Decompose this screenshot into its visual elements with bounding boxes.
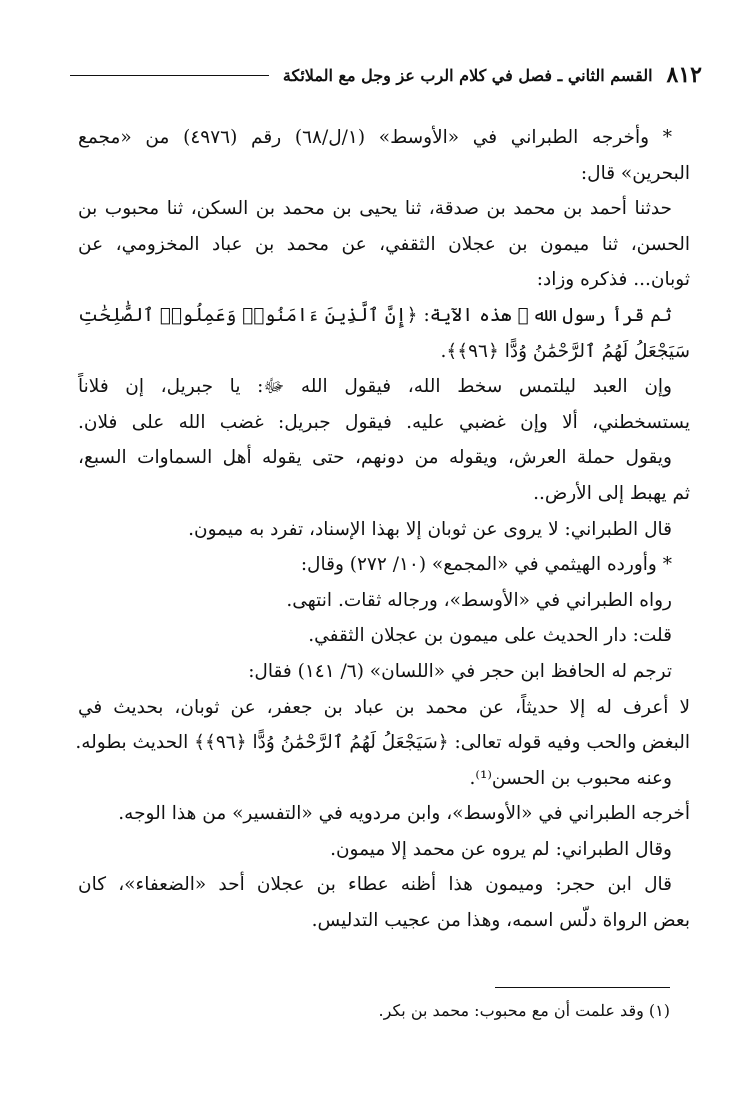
text-line: ثم قرأ رسول الله ﷺ هذه الآية: ﴿إِنَّ ٱلَّذِينَ ءَامَنُوا۟ وَعَمِلُوا۟ ٱلصَّٰلِحَٰتِ: [78, 304, 672, 326]
text-line: وعنه محبوب بن الحسن⁽¹⁾.: [469, 767, 672, 789]
text-line: ويقول حملة العرش، ويقوله من دونهم، حتى يقوله أهل السماوات السبع،: [78, 447, 672, 469]
body-text: [75, 120, 690, 939]
footnote: (١) وقد علمت أن مع محبوب: محمد بن بكر.: [378, 1001, 670, 1020]
text-line: وقال الطبراني: لم يروه عن محمد إلا ميمون.: [330, 838, 672, 860]
running-title: القسم الثاني ـ فصل في كلام الرب عز وجل مع الملائكة: [282, 65, 653, 85]
page-number: ٨١٢: [666, 62, 702, 88]
text-line: * وأورده الهيثمي في «المجمع» (١٠/ ٢٧٢) وقال:: [300, 554, 672, 576]
text-line: يستسخطني، ألا وإن غضبي عليه. فيقول جبريل: غضب الله على فلان.: [78, 411, 690, 433]
footnote-rule: [495, 987, 670, 988]
text-line: البحرين» قال:: [580, 162, 690, 184]
text-line: ثوبان... فذكره وزاد:: [536, 269, 690, 291]
text-line: وإن العبد ليلتمس سخط الله، فيقول الله ﷻ: يا جبريل، إن فلاناً: [78, 376, 672, 398]
text-line: بعض الرواة دلّس اسمه، وهذا من عجيب التدليس.: [311, 910, 690, 932]
text-line: سَيَجْعَلُ لَهُمُ ٱلرَّحْمَٰنُ وُدًّا ﴿٩٦﴾﴾.: [440, 340, 690, 362]
text-line: لا أعرف له إلا حديثاً، عن محمد بن عباد بن جعفر، عن ثوبان، بحديث في: [78, 696, 690, 718]
text-line: حدثنا أحمد بن محمد بن صدقة، ثنا يحيى بن محمد بن السكن، ثنا محبوب بن: [78, 198, 672, 220]
text-line: الحسن، ثنا ميمون بن عجلان الثقفي، عن محمد بن عباد المخزومي، عن: [78, 233, 690, 255]
text-line: ثم يهبط إلى الأرض..: [533, 482, 690, 504]
text-line: أخرجه الطبراني في «الأوسط»، وابن مردويه في «التفسير» من هذا الوجه.: [118, 803, 690, 825]
text-line: قلت: دار الحديث على ميمون بن عجلان الثقفي.: [308, 625, 672, 647]
text-line: ترجم له الحافظ ابن حجر في «اللسان» (٦/ ١٤١) فقال:: [248, 660, 672, 682]
text-line: قال الطبراني: لا يروى عن ثوبان إلا بهذا الإسناد، تفرد به ميمون.: [188, 518, 672, 540]
text-line: قال ابن حجر: وميمون هذا أظنه عطاء بن عجلان أحد «الضعفاء»، كان: [78, 874, 672, 896]
header-rule: [70, 75, 269, 76]
text-line: البغض والحب وفيه قوله تعالى: ﴿سَيَجْعَلُ لَهُمُ ٱلرَّحْمَٰنُ وُدًّا ﴿٩٦﴾﴾ الحديث بطوله.: [75, 732, 690, 754]
page-header: [70, 58, 702, 92]
text-line: * وأخرجه الطبراني في «الأوسط» (١/ل/٦٨) رقم (٤٩٧٦) من «مجمع: [78, 127, 673, 148]
text-line: رواه الطبراني في «الأوسط»، ورجاله ثقات. انتهى.: [286, 589, 672, 611]
